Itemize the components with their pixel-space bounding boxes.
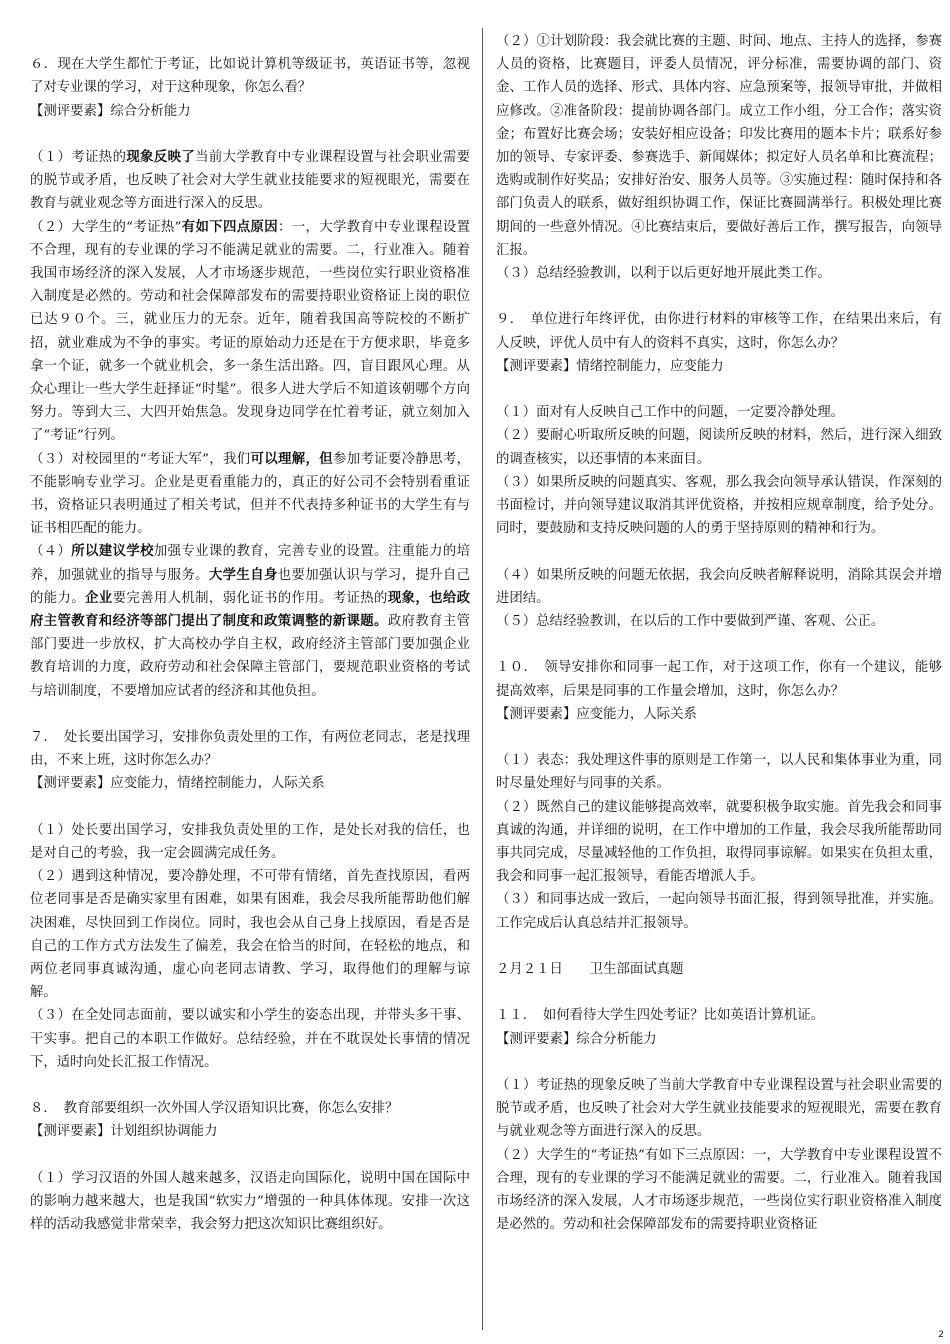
- q7-answer-3: （３）在全处同志面前，要以诚实和小学生的姿态出现，并带头多干事、干实事。把自己的本职工作做好。总结经验，并在不耽误处长事情的情况下，适时向处长汇报工作情况。: [30, 1008, 470, 1070]
- q9-answer-2: （２）要耐心听取所反映的问题，阅读所反映的材料，然后，进行深入细致的调查核实，以还事情的本来面目。: [496, 428, 942, 467]
- q8-answer-1: （１）学习汉语的外国人越来越多，汉语走向国际化，说明中国在国际中的影响力越来越大，也是我国“软实力”增强的一种具体体现。安排一次这样的活动我感觉非常荣幸，我会努力把这次知识比赛组织好。: [30, 1170, 470, 1233]
- q9-answer-5: （５）总结经验教训，在以后的工作中要做到严谨、客观、公正。: [496, 614, 885, 630]
- q10-answer-3: （３）和同事达成一致后，一起向领导书面汇报，得到领导批准，并实施。工作完成后认真总结并汇报领导。: [496, 892, 942, 931]
- q8-answer-3: （３）总结经验教训，以利于以后更好地开展此类工作。: [496, 266, 831, 282]
- q6-answer-4: （４）所以建议学校加强专业课的教育，完善专业的设置。注重能力的培养，加强就业的指导与服务。大学生自身也要加强认识与学习，提升自己的能力。企业要完善用人机制，弱化证书的作用。考证热的现象，也给政府主管教育和经济等部门提出了制度和政策调整的新课题。政府教育主管部门要进一步放权，扩大高校办学自主权，政府经济主管部门要加强企业教育培训的力度，政府劳动和社会保障主管部门，要规范职业资格的考试与培训制度，不要增加应试者的经济和其他负担。: [30, 543, 471, 699]
- q11-title: １１． 如何看待大学生四处考证？比如英语计算机证。: [496, 1008, 825, 1024]
- q6-requirement: 【测评要素】综合分析能力: [30, 103, 191, 119]
- q7-title: ７． 处长要出国学习，安排你负责处里的工作，有两位老同志，老是找理由，不来上班，这时你怎么办？: [30, 730, 470, 769]
- q7-answer-1: （１）处长要出国学习，安排我负责处里的工作，是处长对我的信任，也是对自己的考验，我一定会圆满完成任务。: [30, 822, 470, 862]
- q9-answer-1: （１）面对有人反映自己工作中的问题，一定要冷静处理。: [496, 405, 845, 421]
- q7-requirement: 【测评要素】应变能力，情绪控制能力，人际关系: [30, 776, 325, 792]
- q8-answer-2: （２）①计划阶段：我会就比赛的主题、时间、地点、主持人的选择，参赛人员的资格，比赛题目，评委人员情况，评分标准，需要协调的部门、资金、工作人员的选择、形式、具体内容、应急预案等，报领导审批，并做相应修改。②准备阶段：提前协调各部门。成立工作小组，分工合作；落实资金；布置好比赛会场；安装好相应设备；印发比赛用的题本卡片；联系好参加的领导、专家评委、参赛选手、新闻媒体；拟定好人员名单和比赛流程；选购或制作好奖品；安排好治安、服务人员等。③实施过程：随时保持和各部门负责人的联系，做好组织协调工作，保证比赛圆满举行。积极处理比赛期间的一些意外情况。④比赛结束后，要做好善后工作，撰写报告，向领导汇报。: [496, 34, 942, 258]
- q9-title: ９． 单位进行年终评优，由你进行材料的审核等工作，在结果出来后，有人反映，评优人员中有人的资料不真实，这时，你怎么办？: [496, 312, 942, 351]
- q10-title: １０． 领导安排你和同事一起工作，对于这项工作，你有一个建议，能够提高效率，后果是同事的工作量会增加，这时，你怎么办？: [496, 660, 942, 699]
- left-column: [30, 30, 470, 1236]
- q8-requirement: 【测评要素】计划组织协调能力: [30, 1124, 218, 1140]
- q10-requirement: 【测评要素】应变能力，人际关系: [496, 706, 697, 722]
- q9-answer-3: （３）如果所反映的问题真实、客观，那么我会向领导承认错误，作深刻的书面检讨，并向领导建议取消其评优资格，并按相应规章制度，给予处分。同时，要鼓励和支持反映问题的人的勇于坚持原则的精神和行为。: [496, 474, 942, 537]
- q10-answer-1: （１）表态：我处理这件事的原则是工作第一，以人民和集体事业为重，同时尽量处理好与同事的关系。: [496, 753, 942, 792]
- q11-answer-1: （１）考证热的现象反映了当前大学教育中专业课程设置与社会职业需要的脱节或矛盾，也反映了社会对大学生就业技能要求的短视眼光，需要在教育与就业观念等方面进行深入的反思。: [496, 1078, 942, 1140]
- q8-title: ８． 教育部要组织一次外国人学汉语知识比赛，你怎么安排？: [30, 1101, 399, 1117]
- q6-answer-1: （１）考证热的现象反映了当前大学教育中专业课程设置与社会职业需要的脱节或矛盾，也反映了社会对大学生就业技能要求的短视眼光，需要在教育与就业观念等方面进行深入的反思。: [30, 148, 471, 212]
- column-divider: [482, 28, 483, 1330]
- q11-answer-2: （２）大学生的“考证热”有如下三点原因：一，大学教育中专业课程设置不合理，现有的专业课的学习不能满足就业的需要。二，行业准入。随着我国市场经济的深入发展，人才市场逐步规范，一些岗位实行职业资格准入制度是必然的。劳动和社会保障部发布的需要持职业资格证: [496, 1147, 942, 1233]
- q6-answer-2: （２）大学生的“考证热”有如下四点原因：一，大学教育中专业课程设置不合理，现有的专业课的学习不能满足就业的需要。二，行业准入。随着我国市场经济的深入发展，人才市场逐步规范，一些岗位实行职业资格准入制度是必然的。劳动和社会保障部发布的需要持职业资格证上岗的职位已达９０个。三，就业压力的无奈。近年，随着我国高等院校的不断扩招，就业难成为不争的事实。考证的原始动力还是在于方便求职，毕竟多拿一个证，就多一个就业机会，多一条生活出路。四，盲目跟风心理。从众心理让一些大学生赶择证“时髦”。很多人进大学后不知道该朝哪个方向努力。等到大三、大四开始焦急。发现身边同学在忙着考证，就立刻加入了“考证”行列。: [30, 218, 470, 444]
- q6-answer-3: （３）对校园里的“考证大军”，我们可以理解，但参加考证要冷静思考，不能影响专业学习。企业是更看重能力的，真正的好公司不会特别看重证书，资格证只表明通过了相关考试，但并不代表持多种证书的大学生有与证书相匹配的能力。: [30, 450, 471, 537]
- q9-answer-4: （４）如果所反映的问题无依据，我会向反映者解释说明，消除其误会并增进团结。: [496, 567, 942, 606]
- page-number: 2: [938, 1330, 944, 1340]
- right-column: [496, 30, 942, 1236]
- q11-requirement: 【测评要素】综合分析能力: [496, 1031, 657, 1047]
- q10-answer-2: （２）既然自己的建议能够提高效率，就要积极争取实施。首先我会和同事真诚的沟通，并详细的说明，在工作中增加的工作量，我会尽我所能帮助同事共同完成，尽量减轻他的工作负担，取得同事谅解。如果实在负担太重，我会和同事一起汇报领导，看能否增派人手。: [496, 799, 942, 885]
- q9-requirement: 【测评要素】情绪控制能力，应变能力: [496, 358, 724, 374]
- q6-title: ６．现在大学生都忙于考证，比如说计算机等级证书，英语证书等，忽视了对专业课的学习，对于这种现象，你怎么看？: [30, 57, 470, 96]
- section-heading: ２月２１日 卫生部面试真题: [496, 962, 684, 978]
- q7-answer-2: （２）遇到这种情况，要冷静处理，不可带有情绪，首先查找原因，看两位老同事是否是确实家里有困难，如果有困难，我会尽我所能帮助他们解决困难，尽快回到工作岗位。同时，我也会从自己身上找原因，看是否是自己的工作方式方法发生了偏差，我会在恰当的时间，在轻松的地点，和两位老同事真诚沟通，虚心向老同志请教、学习，取得他们的理解与谅解。: [30, 869, 470, 1001]
